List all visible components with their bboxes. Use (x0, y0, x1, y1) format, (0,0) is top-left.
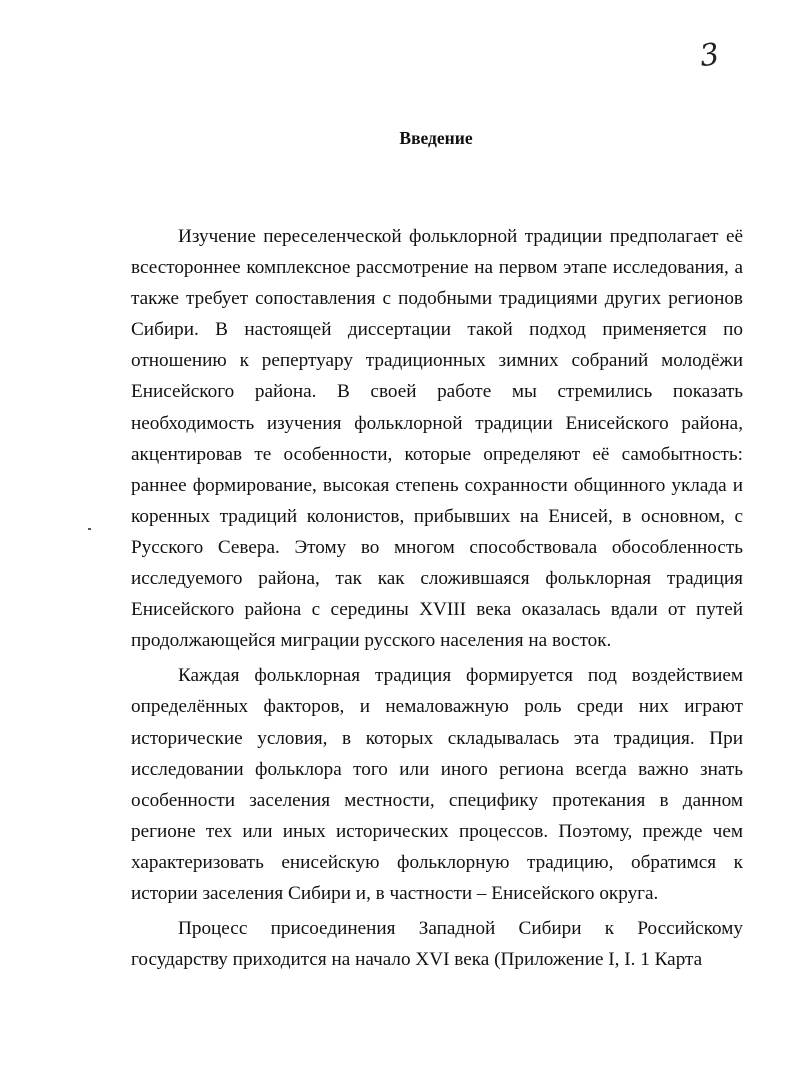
page-title: Введение (399, 128, 473, 148)
paragraph-2-line: истории заселения Сибири и, в частности – Енисейского округа. (131, 882, 659, 904)
paragraph-1-line: Сибири. В настоящей диссертации такой подход применяется по (131, 319, 743, 341)
body-text (131, 221, 743, 975)
paragraph-1-line: раннее формирование, высокая степень сохранности общинного уклада и (131, 474, 743, 496)
paragraph-1-line: необходимость изучения фольклорной традиции Енисейского района, (131, 412, 743, 434)
paragraph-2-line: регионе тех или иных исторических процессов. Поэтому, прежде чем (131, 820, 743, 842)
paragraph-2-line: особенности заселения местности, специфику протекания в данном (131, 789, 743, 811)
paragraph-1-line: акцентировав те особенности, которые определяют её самобытность: (131, 443, 743, 465)
paragraph-3-line: государству приходится на начало XVI века (Приложение I, I. 1 Карта (131, 949, 703, 971)
page-number: 3 (697, 36, 722, 75)
paragraph-1-line: также требует сопоставления с подобными традициями других регионов (131, 288, 743, 310)
paragraph-2-line: Каждая фольклорная традиция формируется под воздействием (178, 665, 743, 687)
paragraph-2-line: исторические условия, в которых складывалась эта традиция. При (131, 727, 743, 749)
paragraph-1-line: Русского Севера. Этому во многом способствовала обособленность (131, 536, 743, 558)
paragraph-1-line: исследуемого района, так как сложившаяся фольклорная традиция (131, 568, 743, 590)
paragraph-1-line: продолжающейся миграции русского населения на восток. (131, 630, 612, 652)
paragraph-1-line: коренных традиций колонистов, прибывших на Енисей, в основном, с (131, 505, 743, 527)
paragraph-1-line: Енисейского района с середины XVIII века оказалась вдали от путей (131, 599, 743, 621)
paragraph-1-line: Енисейского района. В своей работе мы стремились показать (131, 381, 743, 403)
paragraph-2-line: определённых факторов, и немаловажную роль среди них играют (131, 696, 743, 718)
paragraph-3-line: Процесс присоединения Западной Сибири к Российскому (178, 918, 743, 940)
paragraph-1-line: отношению к репертуару традиционных зимних собраний молодёжи (131, 350, 743, 372)
paragraph-2-line: характеризовать енисейскую фольклорную традицию, обратимся к (131, 851, 743, 873)
paragraph-1-line: всестороннее комплексное рассмотрение на первом этапе исследования, а (131, 257, 743, 279)
paragraph-2-line: исследовании фольклора того или иного региона всегда важно знать (131, 758, 743, 780)
scan-artifact-mark (88, 528, 91, 530)
paragraph-1-line: Изучение переселенческой фольклорной традиции предполагает её (178, 226, 743, 247)
